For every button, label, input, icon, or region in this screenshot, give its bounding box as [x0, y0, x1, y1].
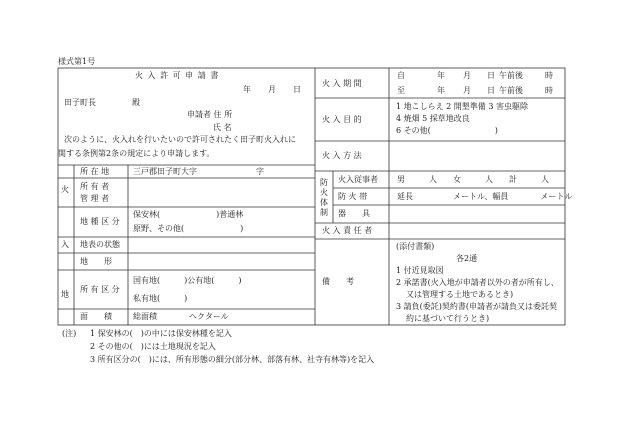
period-to-day: 日 — [487, 86, 495, 95]
site-side-label-3: 地 — [61, 290, 69, 299]
workers-value: 男 人 女 人 計 人 — [397, 175, 549, 184]
form-number: 様式第1号 — [58, 57, 96, 66]
ownership-line1: 国有地( )公有地( ) — [133, 276, 242, 285]
application-body-line1: 次のように、火入れを行いたいので許可されたく田子町火入れに — [64, 135, 296, 144]
method-label: 火 入 方 法 — [322, 151, 362, 160]
period-from-day: 日 — [487, 71, 495, 80]
fire-prevention-side-label: 防火体制 — [320, 178, 328, 217]
land-type-line1: 保安林( )普通林 — [133, 210, 244, 219]
period-from-hour: 時 — [545, 71, 553, 80]
attachment-item2b: 又は管理する土地であるとき) — [406, 290, 514, 299]
firebreak-value: 延長 メートル、幅員 メートル — [397, 192, 573, 201]
period-to-hour: 時 — [545, 86, 553, 95]
location-value: 三戸郡田子町大字 — [133, 167, 197, 176]
attachments-copies: 各2通 — [456, 254, 478, 263]
area-value: 総面積 ヘクタール — [133, 312, 229, 321]
attachment-item3b: 約に基づいて行うとき) — [406, 314, 490, 323]
land-type-line2: 原野、その他( ) — [133, 224, 244, 233]
firebreak-label: 防 火 帯 — [338, 192, 368, 201]
date-day: 日 — [293, 85, 301, 94]
applicant-name-label: 氏 名 — [213, 123, 232, 132]
owner-label: 所 有 者 — [80, 182, 110, 191]
purpose-line1: 1 地こしらえ 2 開墾準備 3 害虫駆除 — [396, 102, 528, 111]
remarks-label: 備 考 — [322, 277, 354, 286]
period-from-prefix: 自 — [397, 71, 405, 80]
location-suffix: 字 — [256, 167, 264, 176]
application-body-line2: 関する条例第2条の規定により申請します。 — [58, 149, 215, 158]
purpose-label: 火 入 目 的 — [322, 115, 362, 124]
period-to-year: 年 — [437, 86, 445, 95]
attachments-header: (添付書類) — [396, 242, 435, 251]
attachment-item3a: 3 請負(委託)契約書(申請者が請負又は委託契 — [396, 302, 557, 311]
ownership-label: 所 有 区 分 — [80, 285, 120, 294]
workers-label: 火入従事者 — [338, 175, 378, 184]
equipment-label: 器 具 — [338, 209, 370, 218]
addressee: 田子町長 — [64, 98, 96, 107]
terrain-label: 地 形 — [80, 257, 112, 266]
surface-label: 地表の状態 — [80, 240, 120, 249]
period-from-ampm: 午前後 — [499, 71, 523, 80]
note-3: 3 所有区分の( )には、所有形態の細分(部分林、部落有林、社寺有林等)を記入 — [90, 355, 375, 364]
land-type-label: 地 種 区 分 — [80, 217, 120, 226]
ownership-line2: 私有地( ) — [133, 294, 188, 303]
attachment-item2a: 2 承諾書(火入地が申請者以外の者が所有し、 — [396, 278, 559, 287]
applicant-address-label: 申請者 住 所 — [187, 110, 233, 119]
period-to-ampm: 午前後 — [499, 86, 523, 95]
area-label: 面 積 — [80, 312, 112, 321]
period-to-prefix: 至 — [397, 86, 405, 95]
manager-label: 管 理 者 — [80, 194, 110, 203]
date-month: 月 — [268, 85, 276, 94]
period-from-year: 年 — [437, 71, 445, 80]
date-year: 年 — [243, 85, 251, 94]
notes-prefix: (注) — [62, 329, 77, 338]
form-title: 火 入 許 可 申 請 書 — [135, 71, 220, 80]
period-to-month: 月 — [463, 86, 471, 95]
site-side-label-2: 入 — [61, 240, 69, 249]
period-from-month: 月 — [463, 71, 471, 80]
purpose-line2: 4 焼畑 5 採草地改良 — [396, 114, 470, 123]
note-1: 1 保安林の( )の中には保安林種を記入 — [90, 329, 232, 338]
location-label: 所 在 地 — [80, 167, 110, 176]
note-2: 2 その他の( )には土地現況を記入 — [90, 342, 216, 351]
site-side-label-1: 火 — [61, 185, 69, 194]
responsible-label: 火 入 責 任 者 — [322, 226, 373, 235]
period-label: 火 入 期 間 — [322, 79, 362, 88]
purpose-line3: 6 その他( ) — [396, 126, 498, 135]
addressee-honorific: 殿 — [132, 98, 140, 107]
attachment-item1: 1 付近見取図 — [396, 266, 444, 275]
